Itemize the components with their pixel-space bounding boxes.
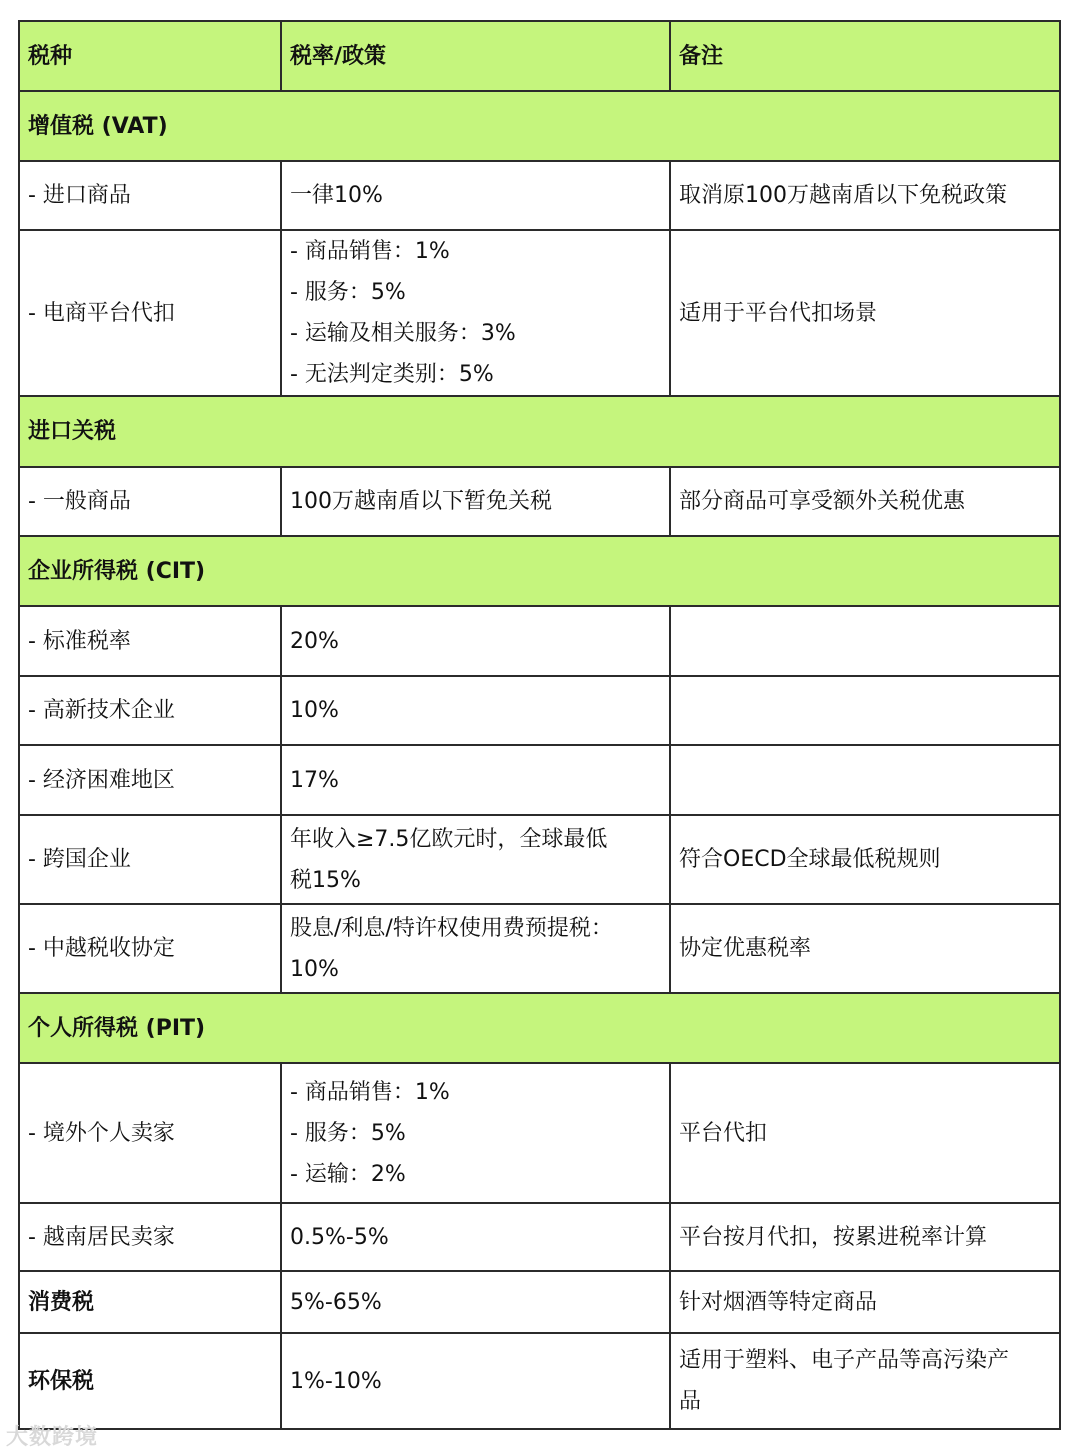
note-cell (670, 676, 1060, 745)
rate-line: - 运输：2% (290, 1161, 406, 1187)
note-cell: 平台代扣 (670, 1063, 1060, 1203)
table-row (19, 467, 1060, 536)
tax-name-cell: - 跨国企业 (19, 815, 281, 904)
rate-cell (281, 1063, 670, 1203)
section-row-pit (19, 993, 1060, 1063)
table-row (19, 815, 1060, 904)
note-cell: 适用于平台代扣场景 (670, 230, 1060, 396)
tax-name-cell: - 高新技术企业 (19, 676, 281, 745)
rate-line: 10% (290, 956, 339, 982)
tax-name-cell: - 境外个人卖家 (19, 1063, 281, 1203)
rate-line: - 商品销售：1% (290, 1079, 450, 1105)
rate-cell: 20% (281, 606, 670, 676)
section-title: 企业所得税 (CIT) (19, 536, 1060, 606)
header-cell: 备注 (670, 21, 1060, 91)
rate-cell: 100万越南盾以下暂免关税 (281, 467, 670, 536)
section-title: 增值税 (VAT) (19, 91, 1060, 161)
table-row (19, 161, 1060, 230)
header-cell: 税率/政策 (281, 21, 670, 91)
note-cell: 针对烟酒等特定商品 (670, 1271, 1060, 1333)
section-row-import-duty (19, 396, 1060, 467)
note-cell: 平台按月代扣，按累进税率计算 (670, 1203, 1060, 1271)
section-title: 进口关税 (19, 396, 1060, 467)
note-cell (670, 1333, 1060, 1429)
table-row (19, 1203, 1060, 1271)
header-cell: 税种 (19, 21, 281, 91)
tax-name-cell: - 进口商品 (19, 161, 281, 230)
note-cell: 部分商品可享受额外关税优惠 (670, 467, 1060, 536)
rate-cell: 5%-65% (281, 1271, 670, 1333)
rate-line: 税15% (290, 867, 361, 893)
tax-name-cell: - 经济困难地区 (19, 745, 281, 815)
rate-cell: 0.5%-5% (281, 1203, 670, 1271)
table-row (19, 676, 1060, 745)
rate-line: - 商品销售：1% (290, 239, 450, 264)
table-row (19, 745, 1060, 815)
rate-cell: 一律10% (281, 161, 670, 230)
rate-cell: 10% (281, 676, 670, 745)
note-line: 品 (679, 1389, 702, 1414)
tax-name-cell: 消费税 (19, 1271, 281, 1333)
note-line: 适用于塑料、电子产品等高污染产 (679, 1348, 1010, 1373)
watermark: 大数跨境 (6, 1425, 99, 1450)
rate-cell (281, 904, 670, 993)
rate-line: - 服务：5% (290, 280, 406, 305)
section-title: 个人所得税 (PIT) (19, 993, 1060, 1063)
tax-name-cell: - 标准税率 (19, 606, 281, 676)
table-row (19, 904, 1060, 993)
section-row-vat (19, 91, 1060, 161)
tax-name-cell: - 电商平台代扣 (19, 230, 281, 396)
rate-line: - 服务：5% (290, 1120, 406, 1146)
tax-name-cell: - 中越税收协定 (19, 904, 281, 993)
rate-cell: 17% (281, 745, 670, 815)
tax-name-cell: - 越南居民卖家 (19, 1203, 281, 1271)
tax-name-cell: - 一般商品 (19, 467, 281, 536)
note-cell: 取消原100万越南盾以下免税政策 (670, 161, 1060, 230)
note-cell (670, 745, 1060, 815)
tax-name-cell: 环保税 (19, 1333, 281, 1429)
note-cell: 符合OECD全球最低税规则 (670, 815, 1060, 904)
table-row (19, 1063, 1060, 1203)
rate-cell (281, 815, 670, 904)
table-header-row (19, 21, 1060, 91)
note-cell (670, 606, 1060, 676)
table-row (19, 230, 1060, 396)
rate-line: 年收入≥7.5亿欧元时，全球最低 (290, 826, 608, 852)
section-row-cit (19, 536, 1060, 606)
table-row (19, 1271, 1060, 1333)
rate-cell: 1%-10% (281, 1333, 670, 1429)
rate-line: - 运输及相关服务：3% (290, 321, 516, 346)
table-row (19, 606, 1060, 676)
rate-line: - 无法判定类别：5% (290, 362, 494, 387)
rate-line: 股息/利息/特许权使用费预提税： (290, 915, 613, 941)
table-row (19, 1333, 1060, 1429)
tax-table (18, 20, 1061, 1430)
rate-cell (281, 230, 670, 396)
note-cell: 协定优惠税率 (670, 904, 1060, 993)
